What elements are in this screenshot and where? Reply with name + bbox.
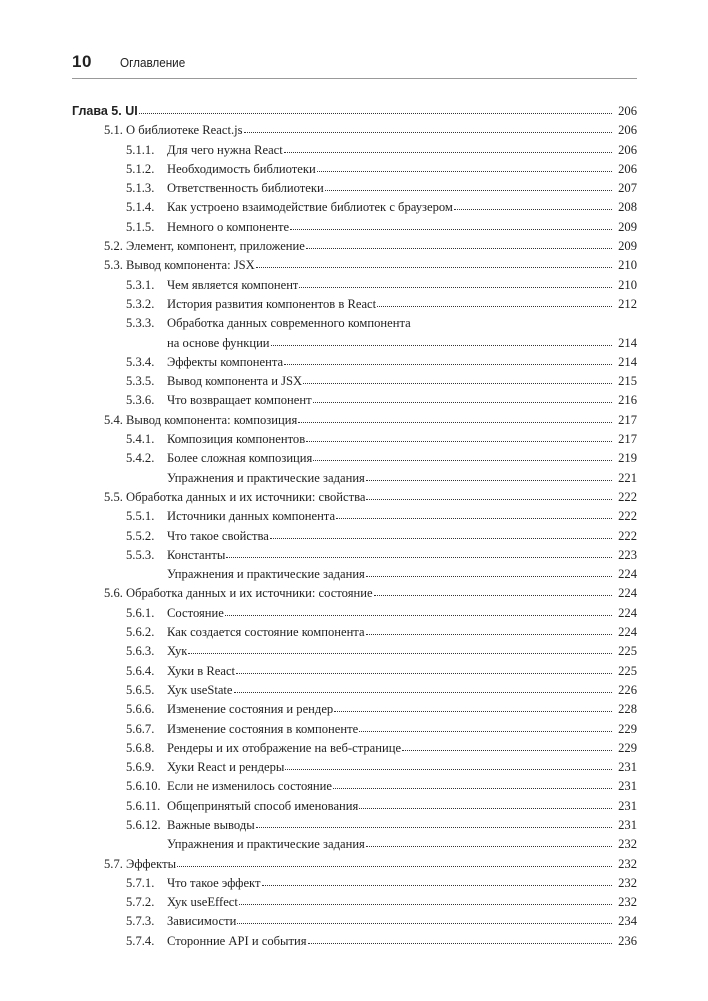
toc-title: Эффекты xyxy=(126,856,177,871)
toc-title: Обработка данных и их источники: свойства xyxy=(126,489,366,504)
header-rule xyxy=(72,78,637,79)
toc-number: 5.1.3. xyxy=(126,181,155,196)
toc-entry xyxy=(72,507,637,526)
toc-title: Состояние xyxy=(167,605,224,620)
toc-entry xyxy=(72,932,637,951)
toc-entry xyxy=(72,835,637,854)
toc-title: Упражнения и практические задания xyxy=(167,567,365,582)
toc-page-number: 206 xyxy=(618,104,637,118)
toc-number: 5.7.1. xyxy=(126,875,155,890)
toc-title: Для чего нужна React xyxy=(167,142,283,157)
toc-number: 5.7. xyxy=(104,856,123,871)
dot-leader xyxy=(313,393,612,403)
toc-entry xyxy=(72,797,637,816)
toc-entry xyxy=(72,353,637,372)
toc-page-number: 231 xyxy=(618,817,637,832)
toc-title: Упражнения и практические задания xyxy=(167,470,365,485)
toc-entry xyxy=(72,102,637,121)
toc-number: 5.6.7. xyxy=(126,721,155,736)
toc-title-continuation: на основе функции xyxy=(167,335,270,350)
dot-leader xyxy=(366,490,612,500)
toc-number: 5.6.1. xyxy=(126,605,155,620)
dot-leader xyxy=(366,625,612,635)
toc-number: 5.6.11. xyxy=(126,798,161,813)
toc-entry xyxy=(72,642,637,661)
toc-entry xyxy=(72,160,637,179)
toc-page-number: 221 xyxy=(618,470,637,485)
dot-leader xyxy=(374,586,612,596)
toc-title: Упражнения и практические задания xyxy=(167,837,365,852)
dot-leader xyxy=(285,760,612,770)
dot-leader xyxy=(366,567,612,577)
toc-number: 5.1. xyxy=(104,123,123,138)
toc-page-number: 232 xyxy=(618,875,637,890)
toc-entry xyxy=(72,681,637,700)
toc-title: Немного о компоненте xyxy=(167,219,290,234)
toc-page-number: 232 xyxy=(618,856,637,871)
toc-number: 5.1.2. xyxy=(126,161,155,176)
toc-entry xyxy=(72,816,637,835)
toc-page-number: 217 xyxy=(618,432,637,447)
toc-title: Источники данных компонента xyxy=(167,509,336,524)
toc-number: 5.6.2. xyxy=(126,625,155,640)
dot-leader xyxy=(366,471,612,481)
toc-title: Зависимости xyxy=(167,914,237,929)
toc-title: Вывод компонента и JSX xyxy=(167,374,303,389)
toc-title: Вывод компонента: JSX xyxy=(126,258,255,273)
toc-number: 5.5. xyxy=(104,489,123,504)
toc-title: Если не изменилось состояние xyxy=(167,779,332,794)
toc-entry xyxy=(72,758,637,777)
toc-page-number: 214 xyxy=(618,335,637,350)
toc-number: 5.5.1. xyxy=(126,509,155,524)
toc-entry xyxy=(72,700,637,719)
toc-entry xyxy=(72,604,637,623)
toc-number: 5.3.1. xyxy=(126,277,155,292)
dot-leader xyxy=(308,934,612,944)
toc-page-number: 224 xyxy=(618,625,637,640)
toc-entry xyxy=(72,546,637,565)
toc-number: 5.4. xyxy=(104,412,123,427)
toc-number: 5.4.1. xyxy=(126,432,155,447)
toc-entry xyxy=(72,411,637,430)
toc-title: Хук useEffect xyxy=(167,895,238,910)
toc-title: Чем является компонент xyxy=(167,277,299,292)
toc-page-number: 232 xyxy=(618,895,637,910)
toc-entry xyxy=(72,739,637,758)
toc-title: Необходимость библиотеки xyxy=(167,161,316,176)
dot-leader xyxy=(303,374,612,384)
toc-number: 5.6.10. xyxy=(126,779,161,794)
toc-entry xyxy=(72,874,637,893)
dot-leader xyxy=(377,297,612,307)
toc-number: 5.3. xyxy=(104,258,123,273)
dot-leader xyxy=(454,200,612,210)
toc-title: Элемент, компонент, приложение xyxy=(126,239,305,254)
toc-entry xyxy=(72,295,637,314)
dot-leader xyxy=(359,722,612,732)
toc-page-number: 234 xyxy=(618,914,637,929)
toc-number: 5.7.3. xyxy=(126,914,155,929)
toc-entry xyxy=(72,623,637,642)
toc-chapter-title: Глава 5. UI xyxy=(72,104,138,118)
toc-title: Общепринятый способ именования xyxy=(167,798,359,813)
toc-number: 5.6. xyxy=(104,586,123,601)
toc-number: 5.6.9. xyxy=(126,760,155,775)
toc-page-number: 236 xyxy=(618,933,637,948)
toc-entry xyxy=(72,469,637,488)
toc-number: 5.6.8. xyxy=(126,740,155,755)
dot-leader xyxy=(306,239,612,249)
dot-leader xyxy=(256,258,612,268)
toc-page-number: 228 xyxy=(618,702,637,717)
toc-title: Константы xyxy=(167,547,226,562)
toc-entry xyxy=(72,218,637,237)
toc-number: 5.6.6. xyxy=(126,702,155,717)
toc-title: Что такое свойства xyxy=(167,528,269,543)
toc-page-number: 224 xyxy=(618,586,637,601)
dot-leader xyxy=(236,664,612,674)
toc-number: 5.6.3. xyxy=(126,644,155,659)
toc-entry xyxy=(72,565,637,584)
dot-leader xyxy=(333,779,612,789)
running-header xyxy=(72,52,637,78)
toc-title: Хуки React и рендеры xyxy=(167,760,285,775)
dot-leader xyxy=(256,818,612,828)
toc-page-number: 209 xyxy=(618,239,637,254)
table-of-contents xyxy=(72,102,637,951)
dot-leader xyxy=(271,336,612,346)
toc-title: История развития компонентов в React xyxy=(167,296,377,311)
dot-leader xyxy=(177,857,612,867)
toc-number: 5.2. xyxy=(104,239,123,254)
toc-page-number: 215 xyxy=(618,374,637,389)
toc-entry xyxy=(72,276,637,295)
toc-page-number: 225 xyxy=(618,644,637,659)
toc-page-number: 210 xyxy=(618,277,637,292)
page-number: 10 xyxy=(72,52,92,71)
toc-page-number: 231 xyxy=(618,760,637,775)
toc-title: Изменение состояния и рендер xyxy=(167,702,334,717)
toc-number: 5.5.2. xyxy=(126,528,155,543)
toc-title: Обработка данных и их источники: состояние xyxy=(126,586,373,601)
dot-leader xyxy=(139,104,612,114)
toc-title: Что возвращает компонент xyxy=(167,393,312,408)
dot-leader xyxy=(284,355,612,365)
toc-page-number: 231 xyxy=(618,798,637,813)
toc-page-number: 206 xyxy=(618,123,637,138)
toc-title: Композиция компонентов xyxy=(167,432,306,447)
toc-page-number: 222 xyxy=(618,489,637,504)
toc-entry xyxy=(72,912,637,931)
toc-page-number: 208 xyxy=(618,200,637,215)
toc-page-number: 229 xyxy=(618,740,637,755)
toc-page-number: 224 xyxy=(618,567,637,582)
dot-leader xyxy=(270,529,612,539)
dot-leader xyxy=(366,837,612,847)
toc-number: 5.6.4. xyxy=(126,663,155,678)
toc-entry xyxy=(72,488,637,507)
dot-leader xyxy=(317,162,612,172)
toc-title: Хук xyxy=(167,644,188,659)
toc-page-number: 223 xyxy=(618,547,637,562)
dot-leader xyxy=(262,876,612,886)
toc-entry xyxy=(72,430,637,449)
toc-entry xyxy=(72,777,637,796)
toc-entry xyxy=(72,584,637,603)
toc-title: Более сложная композиция xyxy=(167,451,313,466)
toc-number: 5.1.4. xyxy=(126,200,155,215)
dot-leader xyxy=(336,509,612,519)
toc-page-number: 222 xyxy=(618,528,637,543)
toc-page-number: 222 xyxy=(618,509,637,524)
toc-title: Как устроено взаимодействие библиотек с браузером xyxy=(167,200,453,215)
toc-title: Хук useState xyxy=(167,682,233,697)
dot-leader xyxy=(306,432,612,442)
toc-page-number: 224 xyxy=(618,605,637,620)
toc-number: 5.7.4. xyxy=(126,933,155,948)
dot-leader xyxy=(284,143,612,153)
dot-leader xyxy=(225,606,612,616)
dot-leader xyxy=(313,451,612,461)
dot-leader xyxy=(325,181,612,191)
toc-entry xyxy=(72,334,637,353)
dot-leader xyxy=(237,914,612,924)
toc-page-number: 206 xyxy=(618,161,637,176)
toc-title: Ответственность библиотеки xyxy=(167,181,324,196)
toc-entry xyxy=(72,449,637,468)
toc-entry xyxy=(72,121,637,140)
dot-leader xyxy=(334,702,612,712)
dot-leader xyxy=(290,220,612,230)
dot-leader xyxy=(244,123,613,133)
toc-number: 5.3.5. xyxy=(126,374,155,389)
toc-title: Сторонние API и события xyxy=(167,933,307,948)
toc-title: Хуки в React xyxy=(167,663,236,678)
dot-leader xyxy=(299,278,612,288)
toc-page-number: 217 xyxy=(618,412,637,427)
dot-leader xyxy=(239,895,612,905)
toc-page-number: 207 xyxy=(618,181,637,196)
toc-title: Рендеры и их отображение на веб-странице xyxy=(167,740,402,755)
toc-page-number: 231 xyxy=(618,779,637,794)
toc-number: 5.4.2. xyxy=(126,451,155,466)
toc-page-number: 226 xyxy=(618,682,637,697)
toc-entry xyxy=(72,391,637,410)
toc-number: 5.7.2. xyxy=(126,895,155,910)
dot-leader xyxy=(402,741,612,751)
dot-leader xyxy=(188,644,612,654)
toc-entry xyxy=(72,662,637,681)
toc-entry xyxy=(72,237,637,256)
toc-page-number: 214 xyxy=(618,354,637,369)
toc-number: 5.6.12. xyxy=(126,817,161,832)
toc-page-number: 229 xyxy=(618,721,637,736)
toc-number: 5.3.4. xyxy=(126,354,155,369)
toc-title: Важные выводы xyxy=(167,817,255,832)
dot-leader xyxy=(298,413,612,423)
dot-leader xyxy=(234,683,612,693)
toc-entry xyxy=(72,256,637,275)
toc-entry xyxy=(72,372,637,391)
toc-title: Что такое эффект xyxy=(167,875,261,890)
toc-page-number: 212 xyxy=(618,296,637,311)
section-title: Оглавление xyxy=(120,55,186,70)
toc-number: 5.3.3. xyxy=(126,316,155,331)
toc-entry xyxy=(72,198,637,217)
toc-entry xyxy=(72,141,637,160)
dot-leader xyxy=(226,548,612,558)
toc-title: Эффекты компонента xyxy=(167,354,284,369)
toc-number: 5.1.1. xyxy=(126,142,155,157)
toc-number: 5.3.6. xyxy=(126,393,155,408)
toc-title: Как создается состояние компонента xyxy=(167,625,365,640)
toc-number: 5.6.5. xyxy=(126,682,155,697)
toc-number: 5.5.3. xyxy=(126,547,155,562)
toc-entry xyxy=(72,855,637,874)
toc-number: 5.1.5. xyxy=(126,219,155,234)
toc-page-number: 232 xyxy=(618,837,637,852)
toc-page-number: 209 xyxy=(618,219,637,234)
toc-title: Вывод компонента: композиция xyxy=(126,412,298,427)
toc-title: О библиотеке React.js xyxy=(126,123,243,138)
toc-entry xyxy=(72,179,637,198)
toc-entry xyxy=(72,893,637,912)
toc-entry xyxy=(72,527,637,546)
toc-page-number: 216 xyxy=(618,393,637,408)
dot-leader xyxy=(359,799,612,809)
toc-number: 5.3.2. xyxy=(126,296,155,311)
toc-page-number: 210 xyxy=(618,258,637,273)
toc-title: Обработка данных современного компонента xyxy=(167,316,411,331)
toc-page-number: 206 xyxy=(618,142,637,157)
toc-page-number: 219 xyxy=(618,451,637,466)
toc-title: Изменение состояния в компоненте xyxy=(167,721,359,736)
toc-entry xyxy=(72,720,637,739)
toc-page-number: 225 xyxy=(618,663,637,678)
toc-entry xyxy=(72,314,637,333)
